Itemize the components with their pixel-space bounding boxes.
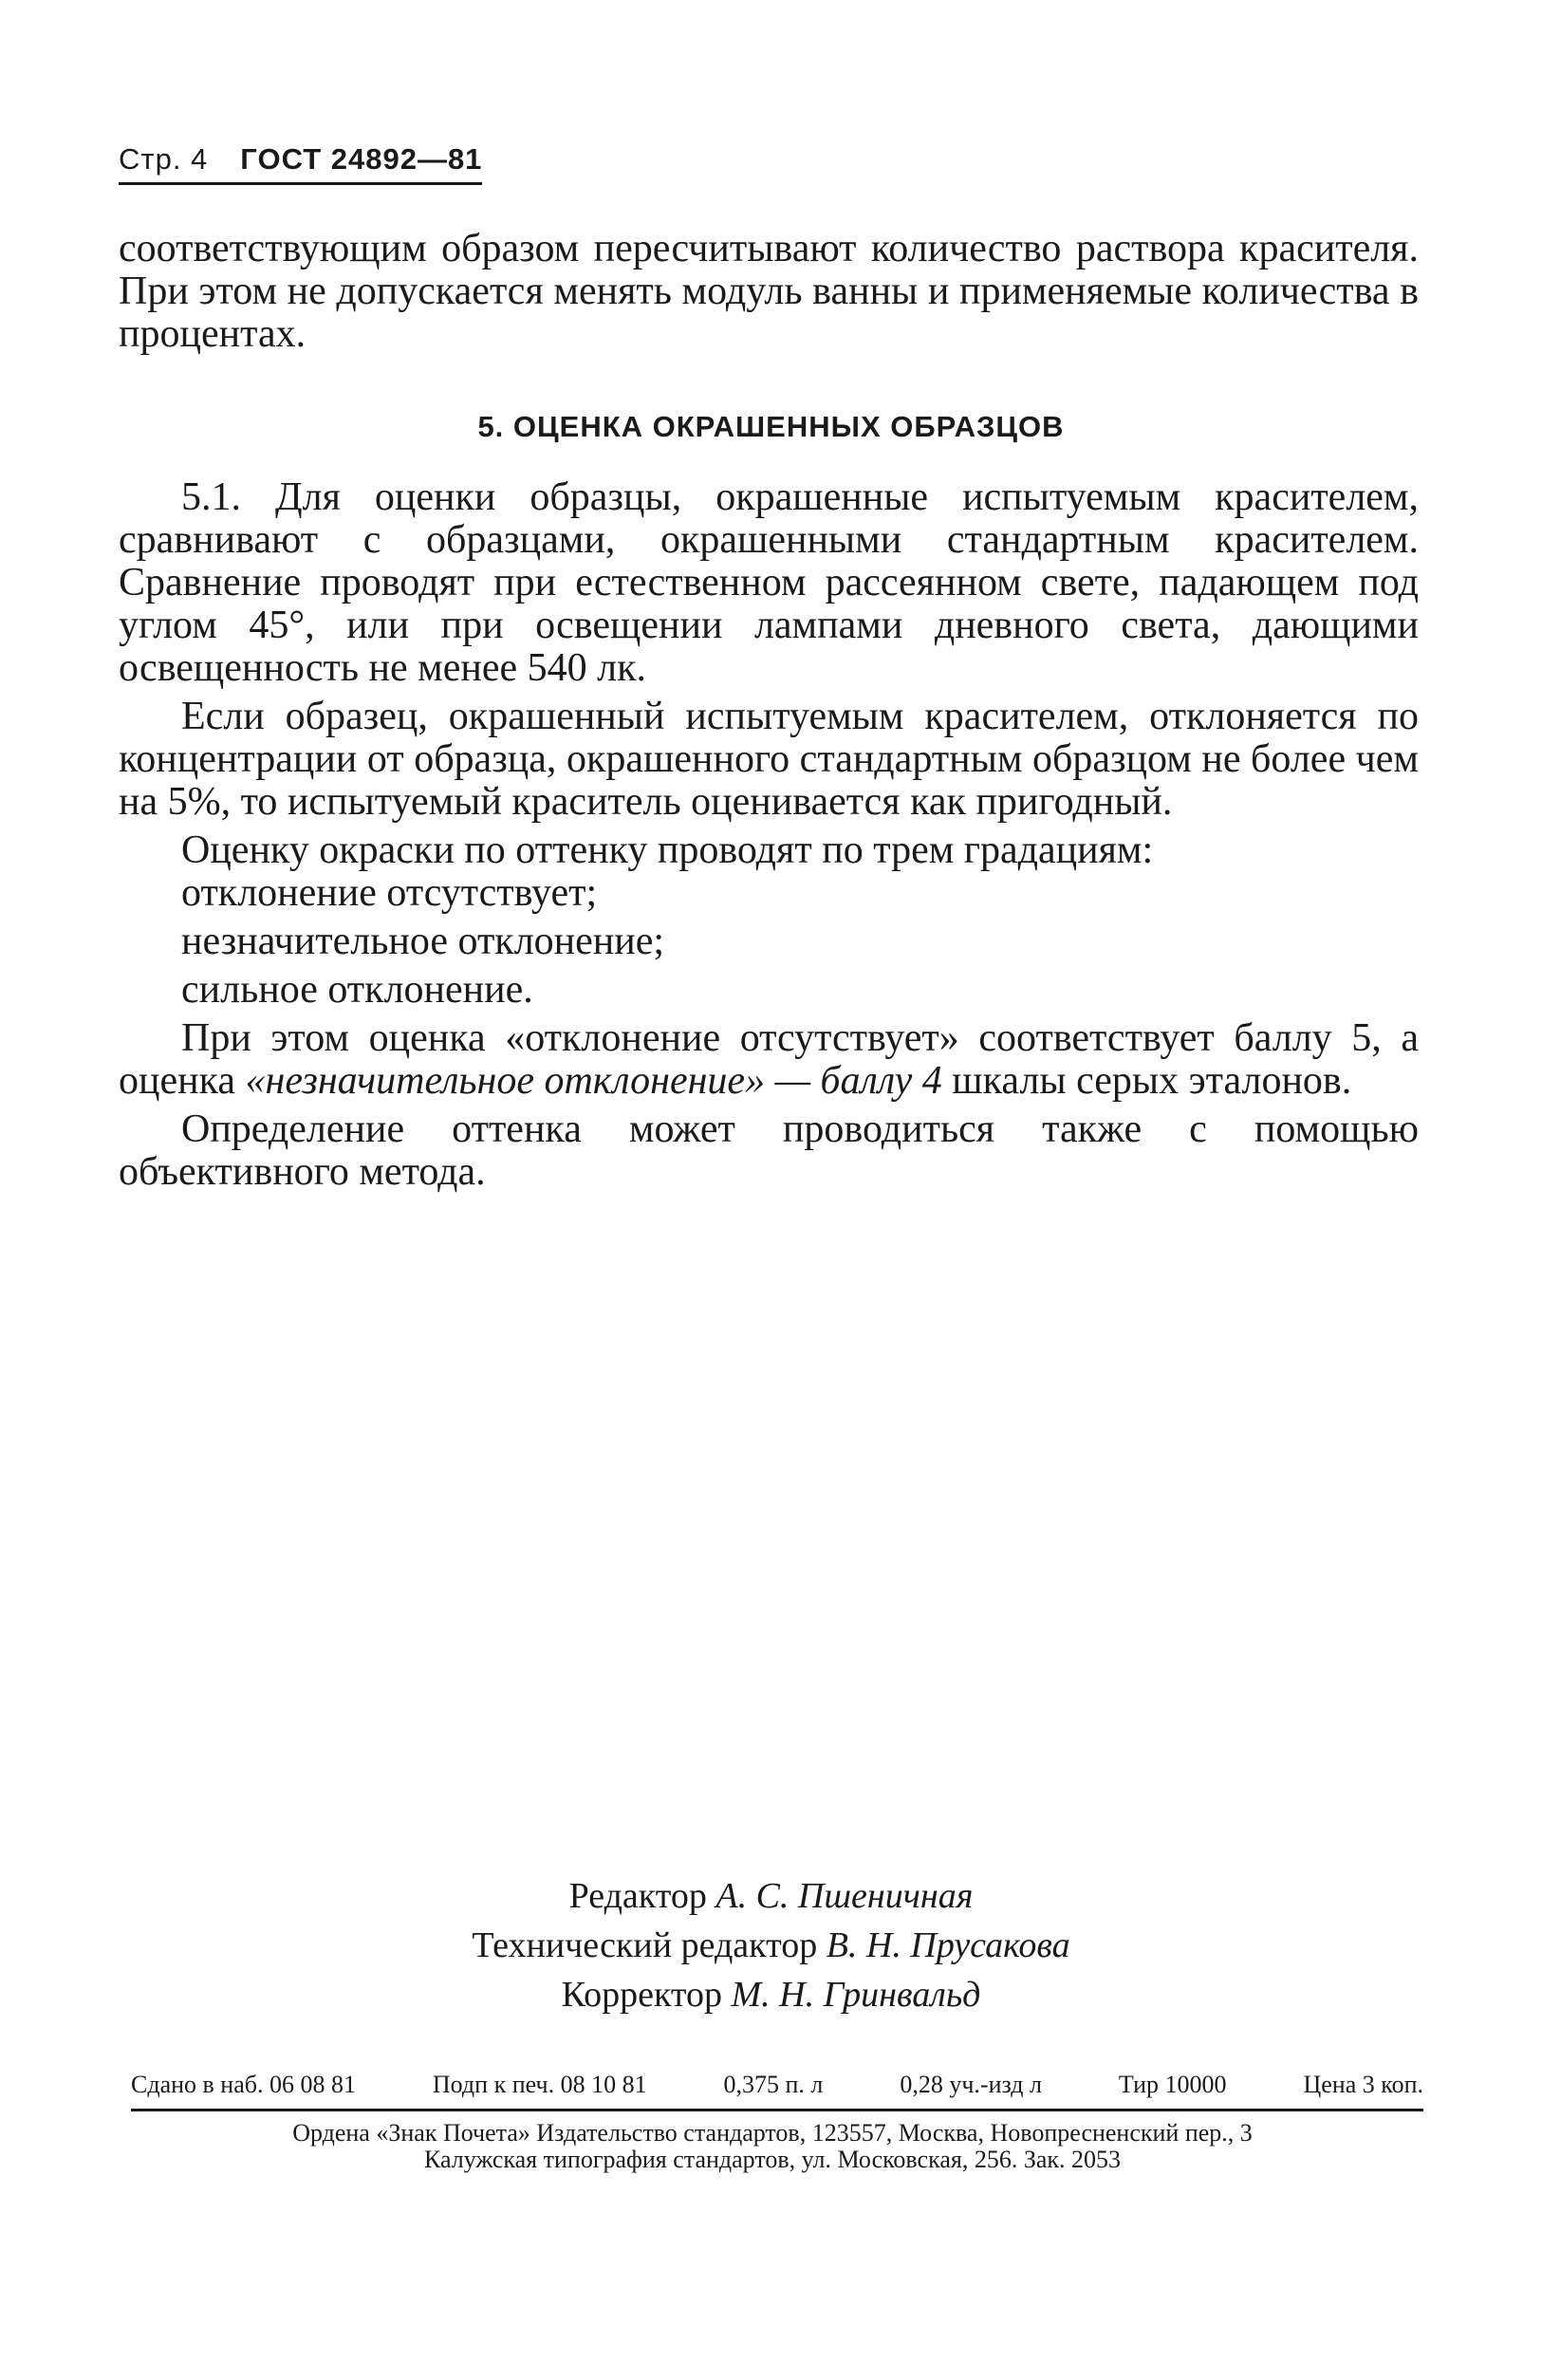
credit-role: Корректор	[561, 1975, 723, 2015]
credit-role: Технический редактор	[472, 1925, 818, 1965]
score-suffix: шкалы серых эталонов.	[941, 1059, 1352, 1103]
standard-number: ГОСТ 24892—81	[240, 142, 483, 176]
gradation-item: сильное отклонение.	[181, 968, 533, 1012]
paragraph-score	[119, 1017, 1419, 1103]
page-header	[119, 142, 482, 185]
imprint-field: 0,28 уч.-изд л	[900, 2071, 1042, 2098]
paragraph-objective-method: Определение оттенка может проводиться также с помощью объективного метода.	[119, 1107, 1419, 1194]
section-body	[119, 476, 1419, 1194]
section-title: 5. ОЦЕНКА ОКРАШЕННЫХ ОБРАЗЦОВ	[477, 410, 1065, 443]
imprint-field: 0,375 п. л	[723, 2071, 824, 2098]
page-number: Стр. 4	[119, 142, 209, 176]
credit-name: М. Н. Гринвальд	[731, 1975, 981, 2015]
intro-paragraph: соответствующим образом пересчитывают количество раствора красителя. При этом не допускается менять модуль ванны и применяемые количества в процентах.	[119, 227, 1419, 356]
paragraph-5-1: 5.1. Для оценки образцы, окрашенные испытуемым красителем, сравнивают с образцами, окрашенными стандартным красителем. Сравнение проводят при естественном рассеянном свете, падающем под углом 45°, или при освещении лампами дневного света, дающими освещенность не менее 540 лк.	[119, 475, 1419, 690]
publisher-line: Ордена «Знак Почета» Издательство стандартов, 123557, Москва, Новопресненский пер., 3	[292, 2119, 1253, 2147]
imprint-publisher	[121, 2120, 1423, 2173]
credit-editor	[0, 1871, 1542, 1921]
gradation-item: отклонение отсутствует;	[181, 871, 598, 915]
score-italic: «незначительное отклонение» — баллу 4	[245, 1059, 942, 1103]
imprint-field: Цена 3 коп.	[1303, 2071, 1423, 2098]
intro-text	[119, 228, 1419, 356]
credits-block	[0, 1871, 1542, 2019]
imprint-field: Подп к печ. 08 10 81	[432, 2071, 647, 2098]
credit-tech-editor	[0, 1921, 1542, 1970]
imprint-field: Тир 10000	[1118, 2071, 1227, 2098]
credit-name: В. Н. Прусакова	[826, 1925, 1070, 1965]
imprint-print-data	[131, 2071, 1423, 2111]
score-prefix: При этом оценка «отклонение отсутствует» соответствует баллу 5, а оценка	[119, 1016, 1419, 1103]
printer-line: Калужская типография стандартов, ул. Московская, 256. Зак. 2053	[423, 2146, 1122, 2173]
credit-role: Редактор	[568, 1876, 707, 1916]
paragraph-concentration: Если образец, окрашенный испытуемым красителем, отклоняется по концентрации от образца, окрашенного стандартным образцом не более чем на 5%, то испытуемый краситель оценивается как пригодный.	[119, 695, 1419, 824]
paragraph-gradations-intro: Оценку окраски по оттенку проводят по трем градациям:	[181, 828, 1154, 872]
credit-corrector	[0, 1970, 1542, 2019]
imprint-field: Сдано в наб. 06 08 81	[131, 2071, 356, 2098]
gradation-item: незначительное отклонение;	[181, 920, 665, 963]
credit-name: А. С. Пшеничная	[715, 1876, 974, 1916]
